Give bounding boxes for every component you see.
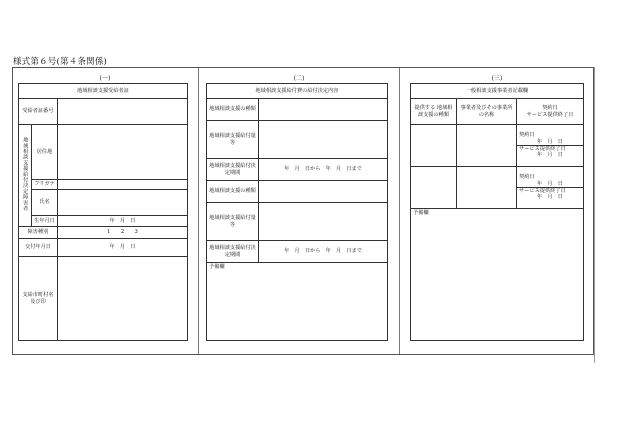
issue-date-label: 交付年月日 <box>19 239 58 257</box>
dates-col-header: 契約日 サービス提供終了日 <box>517 99 584 125</box>
service-type-value-2 <box>259 181 388 203</box>
service-type-value-1 <box>259 99 388 121</box>
right-edge-line <box>594 67 595 363</box>
benefit-decision-table <box>206 83 388 341</box>
decision-period-value-1: 年 月 日から 年 月 日まで <box>259 159 388 181</box>
recipient-number-label: 受給者証番号 <box>19 99 58 125</box>
furigana-value <box>58 180 188 190</box>
panel-label-2: (二) <box>293 75 305 82</box>
birth-date-label: 生年月日 <box>32 216 58 227</box>
provider-row-2-service <box>411 167 457 209</box>
service-type-col-header: 提供する 地域相談支援の種類 <box>411 99 457 125</box>
provider-row-2-dates: 契約日 年 月 日 サービス提供終了日 年 月 日 <box>517 167 584 209</box>
provider-record-table <box>410 83 584 341</box>
benefit-amount-label-2: 地域相談支援給付量等 <box>207 203 259 241</box>
decision-period-label-2: 地域相談支援給付決定期間 <box>207 241 259 263</box>
benefit-amount-value-2 <box>259 203 388 241</box>
furigana-label: フリガナ <box>32 180 58 190</box>
benefit-amount-value-1 <box>259 121 388 159</box>
provider-record-heading: 一般相談支援事業者記載欄 <box>411 84 584 99</box>
name-label: 氏名 <box>32 190 58 216</box>
decision-period-value-2: 年 月 日から 年 月 日まで <box>259 241 388 263</box>
address-label: 居住地 <box>32 125 58 180</box>
provider-row-1-service <box>411 125 457 167</box>
panel-label-3: (三) <box>491 75 503 82</box>
birth-date-value: 年 月 日 <box>58 216 188 227</box>
disability-type-label: 障害種別 <box>19 227 58 239</box>
municipality-label: 支給市町村名及び印 <box>19 257 58 341</box>
provider-name-col-header: 事業者及びその事業所の名称 <box>457 99 517 125</box>
disability-type-options: 1 2 3 <box>58 227 188 239</box>
notes-field-3: 予備欄 <box>411 209 584 341</box>
address-value <box>58 125 188 180</box>
panel-divider-2 <box>399 68 400 354</box>
provider-row-1-dates: 契約日 年 月 日 サービス提供終了日 年 月 日 <box>517 125 584 167</box>
municipality-value <box>58 257 188 341</box>
service-type-label-1: 地域相談支援の種類 <box>207 99 259 121</box>
decision-period-label-1: 地域相談支援給付決定期間 <box>207 159 259 181</box>
recipient-number-value <box>58 99 188 125</box>
service-type-label-2: 地域相談支援の種類 <box>207 181 259 203</box>
issue-date-value: 年 月 日 <box>58 239 188 257</box>
notes-field-2: 予備欄 <box>207 263 388 341</box>
certificate-heading: 地域相談支援受給者証 <box>19 84 188 99</box>
panel-label-1: (一) <box>99 75 111 82</box>
benefit-amount-label-1: 地域相談支援給付量等 <box>207 121 259 159</box>
name-value <box>58 190 188 216</box>
provider-row-2-name <box>457 167 517 209</box>
panel-divider-1 <box>198 68 199 354</box>
recipient-certificate-table <box>18 83 188 341</box>
benefit-decision-heading: 地域相談支援給付費の給付決定内容 <box>207 84 388 99</box>
form-title: 様式第６号(第４条関係) <box>13 57 108 67</box>
applicant-side-label: 地域相談支援給付決定障害者 <box>19 125 32 227</box>
provider-row-1-name <box>457 125 517 167</box>
